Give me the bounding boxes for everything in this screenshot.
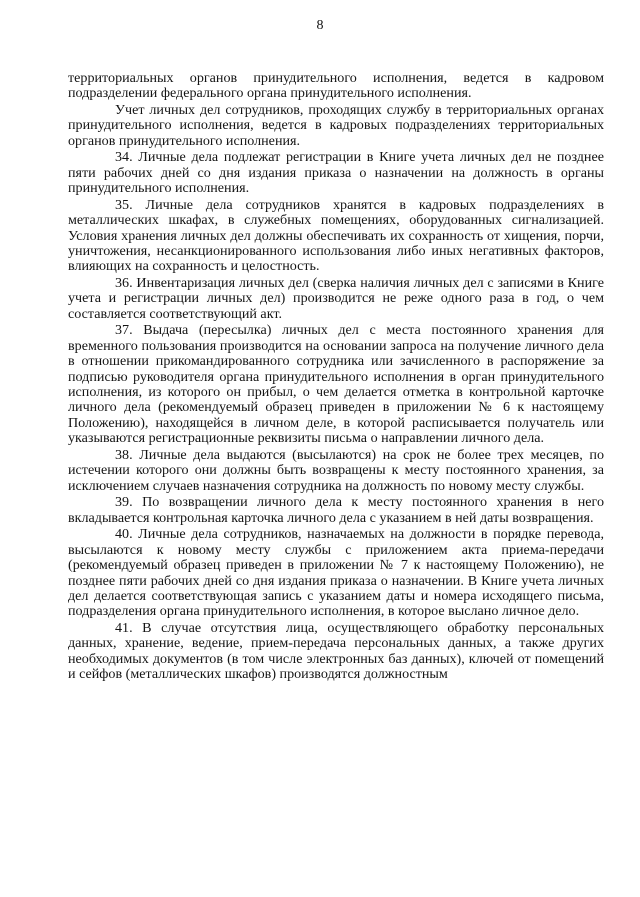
paragraph-40: 40. Личные дела сотрудников, назначаемых на должности в порядке перевода, высылаются к новому месту службы с приложением акта приема-передачи (рекомендуемый образец приведен в приложении № 7 к настоящему Положению), не позднее пяти рабочих дней со дня издания приказа о назначении. В Книге учета личных дел делается соответствующая запись с указанием даты и номера исходящего письма, подразделения органа принудительного исполнения, в которое выслано личное дело.	[68, 526, 604, 620]
document-body	[68, 71, 604, 683]
paragraph-territorial-records: Учет личных дел сотрудников, проходящих службу в территориальных органах принудительного исполнения, ведется в кадровых подразделениях территориальных органов принудительного исполнения.	[68, 102, 604, 149]
paragraph-39: 39. По возвращении личного дела к месту постоянного хранения в него вкладывается контрольная карточка личного дела с указанием в ней даты возвращения.	[68, 494, 604, 526]
paragraph-continuation: территориальных органов принудительного исполнения, ведется в кадровом подразделении федерального органа принудительного исполнения.	[68, 70, 604, 102]
paragraph-38: 38. Личные дела выдаются (высылаются) на срок не более трех месяцев, по истечении которого они должны быть возвращены к месту постоянного хранения, за исключением случаев назначения сотрудника на должность по новому месту службы.	[68, 446, 604, 494]
paragraph-36: 36. Инвентаризация личных дел (сверка наличия личных дел с записями в Книге учета и регистрации личных дел) производится не реже одного раза в год, о чем составляется соответствующий акт.	[68, 275, 604, 322]
paragraph-34: 34. Личные дела подлежат регистрации в Книге учета личных дел не позднее пяти рабочих дней со дня издания приказа о назначении на должность в органы принудительного исполнения.	[68, 149, 604, 197]
page-number: 8	[316, 18, 324, 33]
paragraph-41: 41. В случае отсутствия лица, осуществляющего обработку персональных данных, хранение, ведение, прием-передача персональных данных, а также других необходимых документов (в том числе электронных баз данных), ключей от помещений и сейфов (металлических шкафов) производятся должностным	[68, 619, 604, 683]
paragraph-35: 35. Личные дела сотрудников хранятся в кадровых подразделениях в металлических шкафах, в служебных помещениях, оборудованных сигнализацией. Условия хранения личных дел должны обеспечивать их сохранность от хищения, порчи, уничтожения, несанкционированного использования либо иных негативных факторов, влияющих на сохранность и целостность.	[68, 196, 604, 275]
paragraph-37: 37. Выдача (пересылка) личных дел с места постоянного хранения для временного пользования производится на основании запроса на получение личного дела в отношении прикомандированного сотрудника или зачисленного в распоряжение за подписью руководителя органа принудительного исполнения в орган принудительного исполнения, из которого он прибыл, о чем делается отметка в контрольной карточке личного дела (рекомендуемый образец приведен в приложении № 6 к настоящему Положению), находящейся в личном деле, в которой расписывается получатель или указываются регистрационные реквизиты письма о направлении личного дела.	[68, 322, 604, 447]
